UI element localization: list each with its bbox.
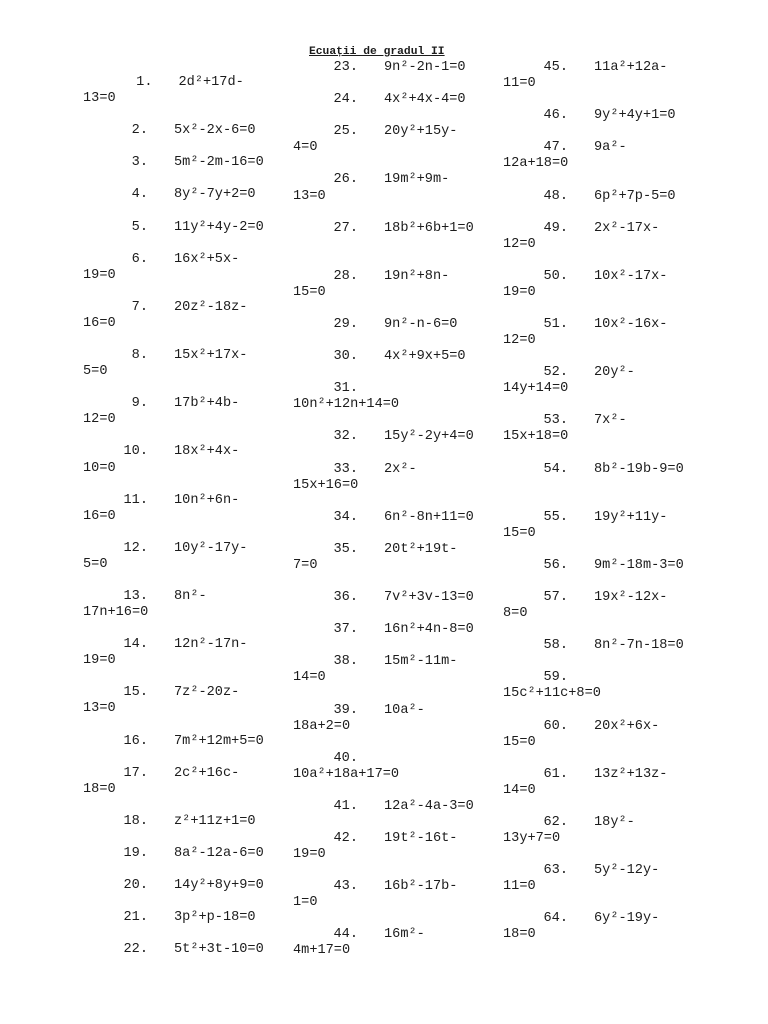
- equation-continuation: 15x+18=0: [503, 429, 569, 445]
- equation-first-line: [503, 638, 708, 654]
- equation-text: 16b²-17b-: [384, 879, 458, 895]
- equation-number: 25.: [333, 124, 358, 140]
- equation-continuation: 16=0: [83, 508, 116, 524]
- equation-text: 19t²-16t-: [384, 831, 458, 846]
- equation-continuation: 17n+16=0: [83, 605, 149, 621]
- equation-continuation: 15x+16=0: [293, 477, 359, 493]
- equation-continuation: 19=0: [293, 847, 326, 863]
- equation-first-line: [293, 269, 498, 285]
- equation-continuation: 19=0: [83, 267, 116, 283]
- equation-text: 15y²-2y+4=0: [384, 429, 474, 445]
- equation-item: [83, 252, 288, 284]
- equation-number: 2.: [131, 123, 148, 139]
- equation-first-line: [83, 589, 288, 605]
- equation-column: [293, 60, 498, 976]
- equation-first-line: [83, 814, 288, 830]
- equation-item: [503, 767, 708, 799]
- equation-item: [83, 734, 288, 750]
- equation-first-line: [83, 220, 288, 236]
- equation-first-line: [293, 590, 498, 606]
- equation-first-line: [293, 462, 498, 478]
- equation-number: 62.: [543, 814, 568, 830]
- equation-text: 19x²-12x-: [594, 590, 668, 606]
- equation-first-line: [293, 124, 498, 140]
- equation-number: 58.: [543, 638, 568, 654]
- equation-continuation: 4m+17=0: [293, 943, 351, 959]
- equation-text: 16x²+5x-: [174, 251, 240, 267]
- equation-number: 14.: [123, 637, 148, 653]
- equation-first-line: [83, 942, 288, 958]
- equation-continuation: 13=0: [293, 188, 326, 204]
- equation-item: [83, 910, 288, 926]
- equation-number: 4.: [131, 187, 148, 203]
- equation-item: [503, 140, 708, 172]
- equation-number: 35.: [333, 541, 358, 557]
- equation-text: 18b²+6b+1=0: [384, 220, 474, 236]
- equation-first-line: [83, 637, 288, 653]
- equation-item: [83, 589, 288, 621]
- equation-text: 19n²+8n-: [384, 268, 450, 284]
- equation-first-line: [293, 831, 498, 847]
- equation-first-line: [503, 815, 708, 831]
- equation-text: 7v²+3v-13=0: [384, 590, 474, 606]
- equation-text: 10a²-: [384, 702, 425, 718]
- equation-text: 8b²-19b-9=0: [594, 461, 684, 477]
- equation-text: 8n²-: [174, 589, 207, 604]
- equation-item: [503, 108, 708, 124]
- equation-text: 7x²-: [594, 413, 627, 429]
- equation-number: 48.: [543, 188, 568, 204]
- equation-number: 41.: [333, 798, 358, 814]
- equation-item: [293, 703, 498, 735]
- equation-first-line: [503, 365, 708, 381]
- equation-item: [83, 814, 288, 830]
- equation-number: 49.: [543, 220, 568, 236]
- equation-item: [293, 799, 498, 815]
- equation-number: 61.: [543, 766, 568, 782]
- equation-continuation: 8=0: [503, 606, 528, 622]
- equation-first-line: [293, 349, 498, 365]
- equation-first-line: [83, 348, 288, 364]
- equation-first-line: [83, 75, 288, 91]
- equation-item: [83, 187, 288, 203]
- equation-text: 8n²-7n-18=0: [594, 638, 684, 654]
- equation-first-line: [83, 123, 288, 139]
- equation-text: 20z²-18z-: [174, 299, 248, 315]
- equation-number: 55.: [543, 509, 568, 525]
- equation-item: [293, 124, 498, 156]
- equation-first-line: [83, 300, 288, 316]
- equation-first-line: [293, 751, 498, 767]
- equation-text: 5x²-2x-6=0: [174, 123, 256, 139]
- equation-item: [503, 510, 708, 542]
- equation-text: 15x²+17x-: [174, 348, 248, 364]
- equation-item: [83, 75, 288, 107]
- equation-first-line: [83, 187, 288, 203]
- equation-item: [83, 348, 288, 380]
- equation-first-line: [293, 510, 498, 526]
- equation-item: [293, 751, 498, 783]
- equation-first-line: [503, 767, 708, 783]
- equation-text: 12a²-4a-3=0: [384, 798, 474, 814]
- equation-item: [293, 510, 498, 526]
- equation-item: [293, 462, 498, 494]
- equation-continuation: 15=0: [293, 284, 326, 300]
- equation-item: [293, 60, 498, 76]
- equation-item: [83, 942, 288, 958]
- equation-continuation: 12a+18=0: [503, 156, 569, 172]
- equation-first-line: [503, 413, 708, 429]
- equation-item: [503, 670, 708, 702]
- equation-first-line: [293, 172, 498, 188]
- equation-continuation: 10a²+18a+17=0: [293, 766, 400, 782]
- equation-number: 9.: [131, 396, 148, 412]
- equation-number: 60.: [543, 718, 568, 734]
- equation-continuation: 5=0: [83, 364, 108, 380]
- equation-item: [83, 300, 288, 332]
- equation-item: [503, 365, 708, 397]
- equation-item: [83, 541, 288, 573]
- equation-number: 3.: [131, 155, 148, 171]
- equation-text: z²+11z+1=0: [174, 813, 256, 829]
- equation-item: [503, 815, 708, 847]
- equation-number: 1.: [136, 75, 153, 90]
- equation-text: 4x²+4x-4=0: [384, 92, 466, 108]
- equation-text: 5t²+3t-10=0: [174, 942, 264, 958]
- equation-first-line: [83, 734, 288, 750]
- equation-number: 46.: [543, 108, 568, 124]
- equation-continuation: 12=0: [503, 236, 536, 252]
- equation-item: [503, 269, 708, 301]
- equation-number: 36.: [333, 590, 358, 606]
- equation-item: [293, 317, 498, 333]
- equation-item: [503, 911, 708, 943]
- equation-text: 9n²-n-6=0: [384, 317, 458, 332]
- equation-continuation: 18=0: [83, 781, 116, 797]
- equation-continuation: 13=0: [83, 701, 116, 717]
- equation-text: 12n²-17n-: [174, 637, 248, 653]
- equation-number: 22.: [123, 942, 148, 958]
- equation-number: 34.: [333, 509, 358, 525]
- equation-text: 18y²-: [594, 814, 635, 830]
- equation-number: 43.: [333, 879, 358, 895]
- equation-item: [503, 189, 708, 205]
- equation-first-line: [503, 462, 708, 478]
- equation-first-line: [293, 317, 498, 333]
- equation-number: 50.: [543, 268, 568, 284]
- equation-number: 28.: [333, 268, 358, 284]
- equation-number: 10.: [123, 444, 148, 460]
- equation-continuation: 11=0: [503, 76, 536, 92]
- equation-continuation: 15=0: [503, 525, 536, 541]
- equation-first-line: [293, 92, 498, 108]
- equation-first-line: [83, 541, 288, 557]
- equation-number: 32.: [333, 429, 358, 445]
- equation-text: 10n²+6n-: [174, 492, 240, 508]
- equation-number: 45.: [543, 60, 568, 75]
- equation-first-line: [503, 269, 708, 285]
- equation-number: 7.: [131, 299, 148, 315]
- equation-continuation: 15=0: [503, 734, 536, 750]
- equation-first-line: [503, 911, 708, 927]
- equation-item: [83, 685, 288, 717]
- equation-first-line: [83, 252, 288, 268]
- equation-column: [503, 60, 708, 960]
- equation-first-line: [293, 654, 498, 670]
- equation-text: 11y²+4y-2=0: [174, 219, 264, 235]
- equation-continuation: 19=0: [503, 284, 536, 300]
- equation-text: 7z²-20z-: [174, 685, 240, 701]
- equation-text: 10x²-17x-: [594, 268, 668, 284]
- equation-item: [293, 92, 498, 108]
- equation-continuation: 14y+14=0: [503, 381, 569, 397]
- equation-text: 20y²+15y-: [384, 124, 458, 140]
- equation-number: 26.: [333, 172, 358, 188]
- equation-item: [503, 221, 708, 253]
- equation-text: 17b²+4b-: [174, 396, 240, 412]
- equation-number: 33.: [333, 461, 358, 477]
- equation-text: 5m²-2m-16=0: [174, 155, 264, 171]
- equation-item: [293, 269, 498, 301]
- equation-number: 42.: [333, 831, 358, 846]
- equation-first-line: [503, 140, 708, 156]
- equation-item: [293, 831, 498, 863]
- equation-first-line: [293, 221, 498, 237]
- equation-text: 9n²-2n-1=0: [384, 60, 466, 75]
- equation-item: [83, 846, 288, 862]
- equation-first-line: [293, 799, 498, 815]
- equation-continuation: 16=0: [83, 315, 116, 331]
- equation-number: 44.: [333, 927, 358, 943]
- equation-first-line: [83, 685, 288, 701]
- equation-item: [293, 381, 498, 413]
- equation-number: 24.: [333, 92, 358, 108]
- equation-number: 11.: [123, 492, 148, 508]
- equation-first-line: [83, 396, 288, 412]
- equation-number: 57.: [543, 590, 568, 606]
- equation-item: [293, 429, 498, 445]
- equation-continuation: 18=0: [503, 927, 536, 943]
- equation-number: 56.: [543, 557, 568, 573]
- equation-item: [83, 444, 288, 476]
- equation-first-line: [293, 60, 498, 76]
- equation-number: 59.: [543, 670, 568, 686]
- equation-number: 27.: [333, 220, 358, 236]
- equation-text: 2x²-: [384, 461, 417, 477]
- equation-item: [293, 542, 498, 574]
- equation-item: [83, 637, 288, 669]
- equation-number: 31.: [333, 381, 358, 397]
- equation-number: 13.: [123, 589, 148, 604]
- equation-number: 47.: [543, 140, 568, 156]
- equation-column: [83, 75, 288, 975]
- equation-text: 11a²+12a-: [594, 60, 668, 75]
- equation-number: 29.: [333, 317, 358, 332]
- equation-text: 7m²+12m+5=0: [174, 733, 264, 749]
- equation-item: [293, 654, 498, 686]
- equation-number: 19.: [123, 846, 148, 861]
- equation-first-line: [503, 189, 708, 205]
- equation-item: [83, 123, 288, 139]
- equation-item: [503, 317, 708, 349]
- equation-text: 20x²+6x-: [594, 718, 660, 734]
- equation-item: [83, 220, 288, 236]
- equation-first-line: [83, 493, 288, 509]
- equation-text: 6y²-19y-: [594, 911, 660, 927]
- equation-first-line: [503, 590, 708, 606]
- equation-text: 20y²-: [594, 365, 635, 381]
- equation-number: 12.: [123, 540, 148, 556]
- equation-text: 8a²-12a-6=0: [174, 846, 264, 861]
- equation-text: 10x²-16x-: [594, 317, 668, 332]
- equation-number: 39.: [333, 702, 358, 718]
- equation-first-line: [293, 542, 498, 558]
- equation-first-line: [293, 622, 498, 638]
- equation-number: 15.: [123, 685, 148, 701]
- equation-number: 52.: [543, 365, 568, 381]
- equation-continuation: 15c²+11c+8=0: [503, 686, 601, 702]
- equation-text: 19y²+11y-: [594, 509, 668, 525]
- equation-continuation: 5=0: [83, 556, 108, 572]
- equation-first-line: [503, 510, 708, 526]
- equation-first-line: [83, 155, 288, 171]
- equation-text: 2d²+17d-: [178, 75, 244, 90]
- equation-number: 38.: [333, 654, 358, 670]
- equation-item: [293, 927, 498, 959]
- equation-number: 37.: [333, 622, 358, 638]
- equation-item: [293, 590, 498, 606]
- equation-item: [503, 558, 708, 574]
- equation-text: 2c²+16c-: [174, 765, 240, 781]
- equation-text: 18x²+4x-: [174, 444, 240, 460]
- equation-first-line: [83, 910, 288, 926]
- equation-first-line: [293, 381, 498, 397]
- equation-text: 8y²-7y+2=0: [174, 187, 256, 203]
- equation-continuation: 14=0: [293, 670, 326, 686]
- equation-text: 19m²+9m-: [384, 172, 450, 188]
- equation-item: [503, 638, 708, 654]
- equation-first-line: [83, 444, 288, 460]
- equation-first-line: [503, 60, 708, 76]
- equation-text: 3p²+p-18=0: [174, 910, 256, 926]
- equation-number: 21.: [123, 910, 148, 926]
- equation-continuation: 10n²+12n+14=0: [293, 397, 400, 413]
- equation-item: [503, 413, 708, 445]
- equation-first-line: [503, 558, 708, 574]
- equation-item: [503, 719, 708, 751]
- equation-first-line: [293, 429, 498, 445]
- page-title: Ecuații de gradul II: [309, 46, 445, 58]
- equation-text: 9a²-: [594, 140, 627, 156]
- equation-number: 64.: [543, 911, 568, 927]
- equation-first-line: [83, 766, 288, 782]
- equation-continuation: 7=0: [293, 557, 318, 573]
- equation-number: 5.: [131, 219, 148, 235]
- equation-item: [293, 879, 498, 911]
- equation-item: [83, 878, 288, 894]
- equation-first-line: [83, 878, 288, 894]
- equation-text: 10y²-17y-: [174, 540, 248, 556]
- equation-continuation: 10=0: [83, 460, 116, 476]
- equation-continuation: 13y+7=0: [503, 831, 561, 846]
- equation-item: [503, 60, 708, 92]
- equation-text: 16n²+4n-8=0: [384, 622, 474, 638]
- equation-text: 15m²-11m-: [384, 654, 458, 670]
- equation-first-line: [293, 927, 498, 943]
- equation-item: [293, 349, 498, 365]
- equation-continuation: 4=0: [293, 140, 318, 156]
- equation-item: [83, 766, 288, 798]
- equation-item: [83, 155, 288, 171]
- equation-number: 16.: [123, 733, 148, 749]
- equation-text: 6p²+7p-5=0: [594, 188, 676, 204]
- equation-text: 14y²+8y+9=0: [174, 878, 264, 894]
- equation-text: 16m²-: [384, 927, 425, 943]
- equation-text: 6n²-8n+11=0: [384, 509, 474, 525]
- equation-number: 6.: [131, 251, 148, 267]
- equation-number: 63.: [543, 863, 568, 879]
- equation-number: 20.: [123, 878, 148, 894]
- equation-number: 8.: [131, 348, 148, 364]
- equation-first-line: [503, 719, 708, 735]
- equation-text: 5y²-12y-: [594, 863, 660, 879]
- equation-text: 20t²+19t-: [384, 541, 458, 557]
- equation-item: [83, 493, 288, 525]
- equation-continuation: 12=0: [83, 412, 116, 428]
- equation-item: [293, 221, 498, 253]
- equation-first-line: [503, 670, 708, 686]
- equation-text: 9m²-18m-3=0: [594, 557, 684, 573]
- equation-continuation: 13=0: [83, 91, 116, 107]
- equation-text: 2x²-17x-: [594, 220, 660, 236]
- equation-continuation: 11=0: [503, 879, 536, 895]
- equation-item: [83, 396, 288, 428]
- equation-first-line: [503, 221, 708, 237]
- equation-continuation: 12=0: [503, 333, 536, 349]
- equation-number: 53.: [543, 413, 568, 429]
- equation-first-line: [293, 703, 498, 719]
- equation-text: 13z²+13z-: [594, 766, 668, 782]
- equation-text: 4x²+9x+5=0: [384, 349, 466, 365]
- equation-item: [503, 590, 708, 622]
- equation-item: [503, 863, 708, 895]
- equation-continuation: 18a+2=0: [293, 718, 351, 734]
- equation-first-line: [83, 846, 288, 862]
- equation-continuation: 14=0: [503, 782, 536, 798]
- equation-item: [503, 462, 708, 494]
- equation-text: 9y²+4y+1=0: [594, 108, 676, 124]
- equation-number: 18.: [123, 813, 148, 829]
- equation-continuation: 19=0: [83, 653, 116, 669]
- equation-number: 54.: [543, 461, 568, 477]
- equation-number: 23.: [333, 60, 358, 75]
- equation-number: 40.: [333, 750, 358, 766]
- equation-continuation: 1=0: [293, 895, 318, 911]
- equation-first-line: [503, 863, 708, 879]
- equation-first-line: [503, 108, 708, 124]
- equation-first-line: [503, 317, 708, 333]
- equation-number: 17.: [123, 765, 148, 781]
- equation-number: 51.: [543, 317, 568, 332]
- equation-item: [293, 172, 498, 204]
- equation-number: 30.: [333, 349, 358, 365]
- equation-first-line: [293, 879, 498, 895]
- equation-item: [293, 622, 498, 638]
